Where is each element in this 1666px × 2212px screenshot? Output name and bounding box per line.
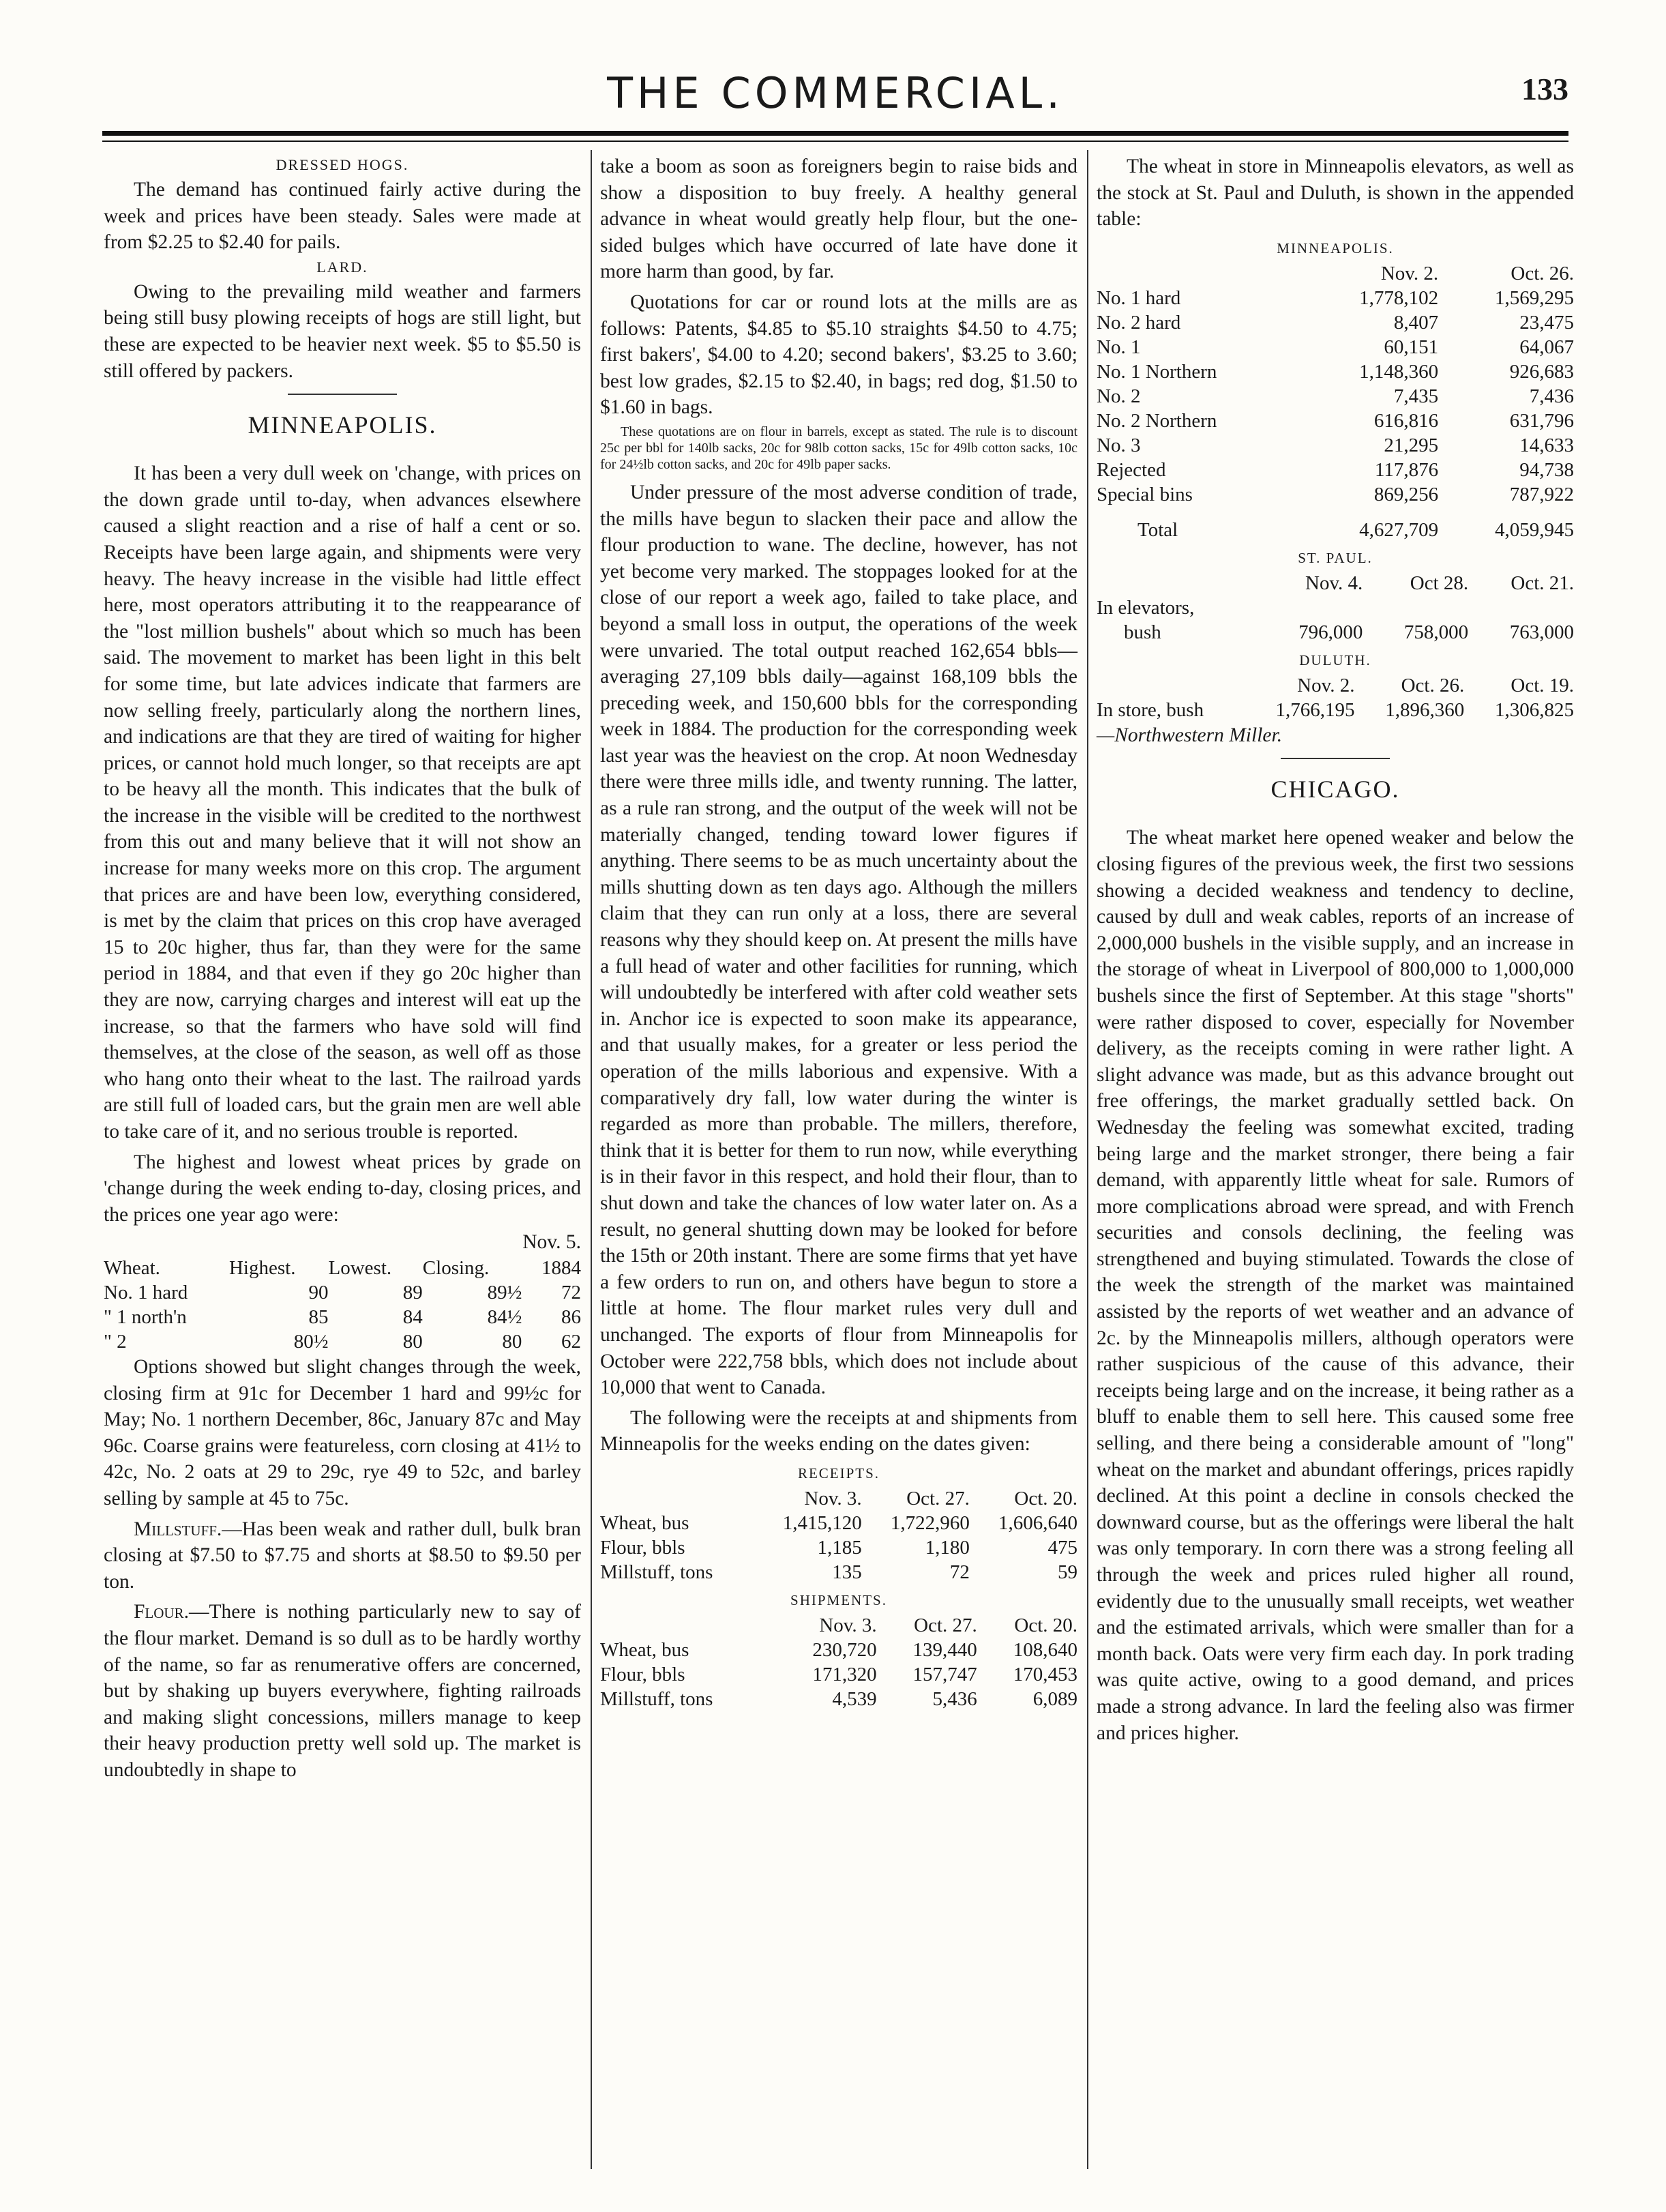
table-cell: 157,747 <box>912 1663 977 1685</box>
table-cell: No. 2 hard <box>1097 311 1181 334</box>
table-cell: 869,256 <box>1373 483 1439 505</box>
minneapolis-caption: MINNEAPOLIS. <box>1277 239 1394 256</box>
table-cell: Flour, bbls <box>600 1663 685 1685</box>
table-cell: Wheat, bus <box>600 1638 689 1661</box>
duluth-table <box>1097 673 1574 722</box>
table-cell: Special bins <box>1097 483 1193 505</box>
table-cell: 4,059,945 <box>1495 518 1574 541</box>
table-row <box>1097 409 1574 433</box>
lard-heading: LARD. <box>316 258 368 276</box>
table-cell: No. 1 <box>1097 336 1141 358</box>
table-cell: No. 2 Northern <box>1097 409 1217 432</box>
table-header-cell: Lowest. <box>328 1256 392 1279</box>
masthead-rule-thin <box>102 141 1568 142</box>
dressed-hogs-text: The demand has continued fairly active during the week and prices have been steady. Sales were made at from $2.25 to $2.40 for pails. <box>104 179 581 254</box>
table-cell: No. 2 <box>1097 385 1141 407</box>
flour-lead: Flour. <box>134 1601 189 1623</box>
table-cell: 62 <box>561 1330 581 1353</box>
table-cell: 14,633 <box>1519 434 1574 456</box>
source-credit: —Northwestern Miller. <box>1097 724 1283 746</box>
table-row <box>1097 359 1574 384</box>
table-cell: 1,148,360 <box>1359 360 1439 383</box>
table-cell: 21,295 <box>1384 434 1439 456</box>
table-header-cell: Oct. 26. <box>1511 262 1574 284</box>
duluth-caption: DULUTH. <box>1299 651 1371 668</box>
table-header-row <box>600 1613 1077 1638</box>
table-row <box>600 1638 1077 1662</box>
table-row <box>600 1662 1077 1687</box>
table-header-cell: Oct. 21. <box>1511 572 1574 594</box>
table-cell: 631,796 <box>1509 409 1574 432</box>
table-header-row <box>1097 673 1574 698</box>
table-cell: 763,000 <box>1509 621 1574 643</box>
table-row <box>1097 595 1574 620</box>
wheat-in-store-paragraph: The wheat in store in Minneapolis elevators, as well as the stock at St. Paul and Duluth, is shown in the appended table: <box>1097 156 1574 231</box>
table-header-cell: Nov. 3. <box>804 1487 862 1509</box>
table-cell: 23,475 <box>1519 311 1574 334</box>
table-row <box>600 1687 1077 1711</box>
table-header-cell: Nov. 3. <box>819 1614 877 1636</box>
table-header-cell: Oct. 27. <box>906 1487 970 1509</box>
mills-paragraph: Under pressure of the most adverse condition of trade, the mills have begun to slacken their pace and allow the flour production to wane. The decline, however, has not yet become very marked. The stoppages looked for at the close of our report a week ago, failed to take place, and beyond a small loss in output, the operations of the week were unvaried. The total output reached 162,654 bbls—averaging 27,109 bbls daily—against 168,109 bbls the preceding week, and 150,600 bbls for the corresponding week in 1884. The production for the corresponding week last year was the heaviest on the crop. At noon Wednesday there were three mills idle, and twenty running. The latter, as a rule ran strong, and the output of the week will not be materially changed, tending toward lower figures if anything. There seems to be as much uncertainty about the mills shutting down as ten days ago. Although the millers claim that they can run only at a loss, there are several reasons why they should keep on. At present the mills have a full head of water and other facilities for running, which will undoubtedly be interfered with after cold weather sets in. Anchor ice is expected to soon make its appearance, and that usually makes, for a greater or less period the operation of the mills laborious and expensive. With a comparatively dry fall, low water during the winter is regarded as more than probable. The millers, therefore, think that it is better for them to run now, while everything is in their favor in this respect, and hold their flour, than to shut down and take the chances of low water later on. As a result, no general shutting down may be looked for before the 15th or 20th instant. There are some firms that yet have a few orders to run on, and others have begun to store a little at home. The flour market rules very dull and unchanged. The exports of flour from Minneapolis for October were 222,758 bbls, which does not include about 10,000 that went to Canada. <box>600 481 1077 1399</box>
page-number: 133 <box>1521 72 1568 106</box>
minneapolis-paragraph: It has been a very dull week on 'change, with prices on the down grade until to-day, when advances elsewhere caused a slight reaction and a rise of half a cent or so. Receipts have been large again, and shipments were very heavy. The heavy increase in the visible had little effect here, most operators attributing it to the reappearance of the "lost million bushels" about which so much has been said. The movement to market has been light in this belt for some time, but late advices indicate that farmers are now selling freely, particularly along the northern lines, and indications are that they are tired of waiting for higher prices, or cannot hold much longer, so that receipts are apt to be heavy all the month. This indicates that the bulk of the increase in the visible will be credited to the northwest from this out and many believe that it will not show an increase for many weeks more on this crop. The argument that prices are and have been low, everything considered, is met by the claim that prices on this crop have averaged 15 to 20c higher, thus far, than they were for the same period in 1884, and that even if they go 20c higher than they are now, carrying charges and interest will eat up the increase, so that the farmers who have sold will find themselves, at the close of the season, as well off as those who hang onto their wheat to the last. The railroad yards are still full of loaded cars, but the grain men are well able to take care of it, and no serious trouble is reported. <box>104 462 581 1142</box>
table-cell: In store, bush <box>1097 698 1204 721</box>
table-header-row <box>600 1486 1077 1511</box>
table-header-cell: Nov. 2. <box>1380 262 1439 284</box>
table-cell: 1,415,120 <box>782 1511 862 1534</box>
table-header-cell: Wheat. <box>104 1256 160 1279</box>
options-paragraph: Options showed but slight changes through the week, closing firm at 91c for December 1 hard and 99½c for May; No. 1 northern December, 86c, January 87c and May 96c. Coarse grains were featureless, corn closing at 41½ to 42c, No. 2 oats at 29 to 29c, rye 49 to 52c, and barley selling by sample at 45 to 75c. <box>104 1355 581 1509</box>
table-cell: Flour, bbls <box>600 1536 685 1559</box>
table-cell: bush <box>1124 621 1161 643</box>
column-2 <box>600 153 1077 1711</box>
table-cell: 60,151 <box>1384 336 1439 358</box>
table-header-row <box>104 1256 581 1280</box>
table-cell: No. 3 <box>1097 434 1141 456</box>
table-cell: 1,896,360 <box>1385 698 1465 721</box>
table-row <box>600 1535 1077 1560</box>
table-cell: 90 <box>308 1281 329 1303</box>
table-cell: 230,720 <box>812 1638 877 1661</box>
chicago-paragraph: The wheat market here opened weaker and below the closing figures of the previous week, the first two sessions showing a decided weakness and tendency to decline, caused by dull and weak cables, reports of an increase of 2,000,000 bushels in the visible supply, and an increase in the storage of wheat in Liverpool of 800,000 to 1,000,000 bushels since the first of September. At this stage "shorts" were rather disposed to cover, especially for November delivery, as the receipts coming in were rather light. A slight advance was made, but as this advance brought out free offerings, the market gradually settled back. On Wednesday the feeling was somewhat excited, trading being large and the market stronger, there being a fair demand, with apparently little wheat for sale. Rumors of more complications abroad were spread, and with French securities and consols declining, the feeling was strengthened and buying stimulated. Towards the close of the week the strength of the market was maintained assisted by the reports of wet weather and an advance of 2c. by the Minneapolis millers, although operators were rather suspicious of the cause of this advance, their receipts being large and on the increase, it being rather as a bluff to enable them to sell here. This caused some free selling, and there being a considerable amount of "long" wheat on the market and abundant offerings, prices rapidly declined. At this point a decline in consols checked the downward course, but as the offerings were liberal the halt was only temporary. In corn there was a strong feeling all through the week and prices ruled higher all round, evidently due to the unusually small receipts, wet weather and the estimated arrivals, which were smaller than for a month back. Oats were very firm each day. In pork trading was quite active, owing to a good demand, and prices made a strong advance. In lard the feeling also was firmer and prices higher. <box>1097 827 1574 1744</box>
table-cell: 85 <box>308 1306 329 1328</box>
table-cell: 1,180 <box>925 1536 970 1559</box>
table-cell: In elevators, <box>1097 596 1195 619</box>
table-cell: Total <box>1137 518 1178 541</box>
millstuff-lead: Millstuff. <box>134 1518 222 1540</box>
table-cell: Rejected <box>1097 458 1166 481</box>
table-header-cell: Oct. 27. <box>914 1614 977 1636</box>
table-row <box>104 1329 581 1354</box>
table-cell: 926,683 <box>1509 360 1574 383</box>
minneapolis-heading: MINNEAPOLIS. <box>104 394 581 440</box>
table-row <box>1097 482 1574 507</box>
table-cell: No. 1 hard <box>1097 286 1181 309</box>
table-cell: 80 <box>502 1330 522 1353</box>
stpaul-caption: ST. PAUL. <box>1298 549 1373 566</box>
chicago-heading: CHICAGO. <box>1097 758 1574 804</box>
table-cell: 7,435 <box>1393 385 1439 407</box>
flour-text: —There is nothing particularly new to say of the flour market. Demand is so dull as to be hardly worthy of the name, so far as renumerative offers are concerned, but by shaking up buyers everywhere, fighting railroads and making slight concessions, millers manage to keep their heavy production pretty well sold up. The market is undoubtedly in shape to <box>104 1601 581 1781</box>
table-header-cell: Oct 28. <box>1410 572 1469 594</box>
quotations-paragraph: Quotations for car or round lots at the mills are as follows: Patents, $4.85 to $5.10 straights $4.50 to 4.75; first bakers', $4.00 to 4.20; second bakers', $3.25 to 3.60; best low grades, $2.15 to $2.40, in bags; red dog, $1.50 to $1.60 in bags. <box>600 291 1077 419</box>
table-cell: 758,000 <box>1403 621 1469 643</box>
table-row <box>1097 310 1574 335</box>
table-header-row <box>1097 261 1574 286</box>
table-cell: 475 <box>1047 1536 1077 1559</box>
table-cell: 616,816 <box>1373 409 1439 432</box>
table-header-cell: Oct. 20. <box>1014 1614 1077 1636</box>
table-cell: " 1 north'n <box>104 1306 187 1328</box>
table-header-cell: Oct. 20. <box>1014 1487 1077 1509</box>
table-row <box>104 1305 581 1329</box>
table-header-cell: Oct. 19. <box>1511 674 1574 696</box>
table-cell: 1,306,825 <box>1495 698 1574 721</box>
table-cell: 135 <box>832 1561 862 1583</box>
table-cell: 108,640 <box>1013 1638 1077 1661</box>
table-row <box>1097 458 1574 482</box>
flour-paragraph <box>104 1599 581 1783</box>
column-divider <box>591 150 592 2169</box>
table-cell: " 2 <box>104 1330 127 1353</box>
table-row <box>1097 620 1574 645</box>
minneapolis-paragraph: The highest and lowest wheat prices by grade on 'change during the week ending to-day, closing prices, and the prices one year ago were: <box>104 1151 581 1226</box>
table-row <box>1097 698 1574 722</box>
table-cell: 8,407 <box>1393 311 1439 334</box>
table-cell: 89½ <box>487 1281 522 1303</box>
table-cell: 1,185 <box>817 1536 862 1559</box>
table-cell: 84½ <box>487 1306 522 1328</box>
shipments-caption: SHIPMENTS. <box>790 1591 887 1608</box>
column-3 <box>1097 153 1574 1746</box>
table-cell: 59 <box>1058 1561 1077 1583</box>
stpaul-table <box>1097 571 1574 645</box>
table-cell: 89 <box>402 1281 423 1303</box>
table-row <box>1097 286 1574 310</box>
minneapolis-elevator-table <box>1097 261 1574 542</box>
table-row <box>600 1511 1077 1535</box>
table-cell: 94,738 <box>1519 458 1574 481</box>
table-cell: 72 <box>561 1281 581 1303</box>
table-cell: 171,320 <box>812 1663 877 1685</box>
table-row <box>600 1560 1077 1584</box>
flour-continued-paragraph: take a boom as soon as foreigners begin to raise bids and show a disposition to buy freely. A healthy general advance in wheat would greatly help flour, but the one-sided bulges which have occurred of late have done it more harm than good, by far. <box>600 156 1077 283</box>
lard-text: Owing to the prevailing mild weather and farmers being still busy plowing receipts of hogs are still light, but these are expected to be heavier next week. $5 to $5.50 is still offered by packers. <box>104 280 581 382</box>
table-cell: 86 <box>561 1306 581 1328</box>
table-cell: 6,089 <box>1032 1687 1077 1710</box>
receipts-table <box>600 1486 1077 1584</box>
shipments-table <box>600 1613 1077 1711</box>
millstuff-text: —Has been weak and rather dull, bulk bran closing at $7.50 to $7.75 and shorts at $8.50 to $9.50 per ton. <box>104 1518 581 1593</box>
table-cell: 72 <box>949 1561 970 1583</box>
table-header-row <box>1097 571 1574 595</box>
table-cell: 170,453 <box>1013 1663 1077 1685</box>
table-cell: No. 1 Northern <box>1097 360 1217 383</box>
table-row <box>104 1280 581 1305</box>
table-header-cell: Nov. 2. <box>1297 674 1355 696</box>
table-row <box>1097 433 1574 458</box>
price-table-date: Nov. 5. <box>522 1231 581 1254</box>
table-total-row <box>1097 507 1574 542</box>
table-cell: 7,436 <box>1529 385 1574 407</box>
column-1 <box>104 153 581 1783</box>
receipts-caption: RECEIPTS. <box>797 1464 880 1481</box>
table-header-cell: Nov. 4. <box>1305 572 1363 594</box>
table-cell: 1,722,960 <box>890 1511 970 1534</box>
receipts-intro-paragraph: The following were the receipts at and shipments from Minneapolis for the weeks ending on the dates given: <box>600 1406 1077 1456</box>
newspaper-title: THE COMMERCIAL. <box>607 68 1064 118</box>
table-cell: 4,539 <box>832 1687 877 1710</box>
table-cell: 796,000 <box>1298 621 1363 643</box>
table-header-cell: Highest. <box>228 1256 296 1279</box>
millstuff-paragraph <box>104 1516 581 1595</box>
wheat-price-table <box>104 1256 581 1354</box>
table-cell: 1,766,195 <box>1275 698 1355 721</box>
table-cell: 80½ <box>293 1330 329 1353</box>
table-cell: Millstuff, tons <box>600 1687 713 1710</box>
table-cell: 1,569,295 <box>1495 286 1574 309</box>
table-cell: 84 <box>402 1306 423 1328</box>
masthead-rule-thick <box>102 131 1568 136</box>
dressed-hogs-heading: DRESSED HOGS. <box>276 156 409 173</box>
table-header-cell: Oct. 26. <box>1401 674 1465 696</box>
table-cell: 787,922 <box>1509 483 1574 505</box>
table-cell: 4,627,709 <box>1359 518 1439 541</box>
table-cell: 1,606,640 <box>998 1511 1077 1534</box>
quotations-note: These quotations are on flour in barrels, except as stated. The rule is to discount 25c per bbl for 140lb sacks, 20c for 98lb cotton sacks, 15c for 49lb cotton sacks, 10c for 24½lb cotton sacks, and 20c for 49lb paper sacks. <box>600 424 1077 472</box>
table-header-cell: Closing. <box>422 1256 490 1279</box>
table-cell: No. 1 hard <box>104 1281 188 1303</box>
table-header-cell: 1884 <box>541 1256 581 1279</box>
table-cell: 80 <box>402 1330 423 1353</box>
column-divider <box>1087 150 1088 2169</box>
table-cell: Millstuff, tons <box>600 1561 713 1583</box>
table-cell: 117,876 <box>1374 458 1439 481</box>
table-row <box>1097 384 1574 409</box>
table-cell: 5,436 <box>932 1687 977 1710</box>
table-cell: 1,778,102 <box>1359 286 1439 309</box>
table-cell: 139,440 <box>912 1638 977 1661</box>
table-cell: 64,067 <box>1519 336 1574 358</box>
table-row <box>1097 335 1574 359</box>
table-cell: Wheat, bus <box>600 1511 689 1534</box>
